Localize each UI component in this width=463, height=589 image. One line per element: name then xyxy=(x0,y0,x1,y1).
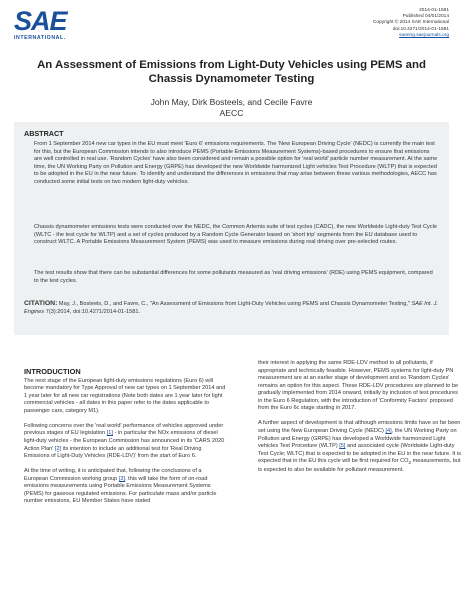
left-column xyxy=(24,368,227,514)
reference-link-2[interactable]: [2] xyxy=(54,445,62,452)
intro-paragraph-3: At the time of writing, it is anticipated that, following the conclusions of a European Commission working group [3], this will take the form of on-road emissions measurements using Portable Emissions Measurement Systems (PEMS) for gaseous regulated emissions. For particulate mass and/or particle number emissions, EU Member States have stated xyxy=(24,468,217,505)
citation-label: CITATION: xyxy=(24,300,58,307)
copyright: Copyright © 2014 SAE International xyxy=(372,20,449,26)
paper-title: An Assessment of Emissions from Light-Duty Vehicles using PEMS and Chassis Dynamometer Testing xyxy=(37,59,426,85)
citation-journal: SAE Int. J. Engines xyxy=(24,301,438,315)
authors-block xyxy=(14,97,449,118)
citation-text: May, J., Bosteels, D., and Favre, C., "An Assessment of Emissions from Light-Duty Vehicles using PEMS and Chassis Dynamometer Testing," xyxy=(58,301,410,307)
journal-link[interactable]: saeeng.saejournals.org xyxy=(399,32,449,38)
reference-link-3[interactable]: [3] xyxy=(118,475,126,482)
abstract-heading: ABSTRACT xyxy=(24,129,64,138)
publication-info xyxy=(309,8,449,39)
co2-subscript: 2 xyxy=(408,460,412,466)
abstract-paragraph-2: Chassis dynamometer emissions tests were conducted over the NEDC, the Common Artemis suite of test cycles (CADC), the new Worldwide Light-duty Test Cycle (WLTC - the test cycle for WLTP) and a set of cycles produced by a Random Cycle Generator based on 'short trip' segments from the EU database used to construct WLTC. A Portable Emissions Measurement System (PEMS) was used to measure emissions during real driving over pre-selected routes. xyxy=(34,224,438,245)
author-names: John May, Dirk Bosteels, and Cecile Favre xyxy=(150,97,313,107)
reference-link-5[interactable]: [5] xyxy=(339,443,346,450)
citation-rest: 7(3):2014, doi:10.4271/2014-01-1581. xyxy=(45,308,141,315)
reference-link-1[interactable]: [1] xyxy=(106,430,113,437)
logo-mark: SAE xyxy=(14,6,67,36)
intro-paragraph-2: Following concerns over the 'real world' performance of vehicles approved under previous stages of EU legislation [1] - in particular the NOx emissions of diesel light-duty vehicles - the European Commission has announced in its 'CARS 2020 Action Plan' [2] its intention to include an additional test for 'Real Driving Emissions of Light-Duty Vehicles (RDE-LDV)' from the start of Euro 6. xyxy=(24,422,225,460)
intro-paragraph-4: their interest in applying the same RDE-LDV method to all pollutants, if appropriate and technically feasible. However, PEMS systems for light-duty PN measurement are at an earlier stage of development and so 'Random Cycles' remains an option for this aspect. These RDE-LDV procedures are planned to be gradually implemented from 2014 onward, initially by inclusion of test procedures in the Euro 6 Regulation, with the introduction of 'Conformity Factors' proposed from the Euro 6c stage starting in 2017. xyxy=(258,360,459,412)
abstract-paragraph-1: From 1 September 2014 new car types in the EU must meet 'Euro 6' emissions requirements. The 'New European Driving Cycle' (NEDC) is currently the main test for this, but the European Commission intends to also introduce PEMS (Portable Emissions Measurement Systems)-based procedures to ensure that emissions are well controlled in real use. 'Random Cycles' have also been considered and remain a possible option for 'real world' particle number measurement. At the same time, the UN Working Party on Pollution and Energy (GRPE) has developed the new Worldwide harmonized Light vehicles Test Procedure (WLTP) that is expected to be adopted in the EU in the near future. To identify and understand the differences in emissions that may arise between these various methodologies, AECC has conducted some initial tests on two modern light-duty vehicles. xyxy=(34,141,438,185)
logo-subtitle: INTERNATIONAL. xyxy=(14,35,66,41)
doi: doi:10.4271/2014-01-1581 xyxy=(392,26,449,32)
citation xyxy=(24,300,444,316)
intro-paragraph-1: The next stage of the European light-duty emissions regulations (Euro 6) will become mandatory for Type Approval of new car types on 1 September 2014 and 1 year later for all new car registrations (Note both dates are 1 year later for light commercial vehicles - all dates in this paper refer to the dates applicable to passenger cars, category M1). xyxy=(24,377,226,414)
introduction-heading: INTRODUCTION xyxy=(24,367,81,376)
right-column xyxy=(258,360,461,482)
reference-link-4[interactable]: [4] xyxy=(385,427,392,434)
intro-paragraph-5: A further aspect of development is that although emissions limits have so far been set using the New European Driving Cycle (NEDC) [4], the UN Working Party on Pollution and Energy (GRPE) has developed a Worldwide harmonized Light vehicles Test Procedure (WLTP) [5] and associated cycle (Worldwide Light-duty Test Cycle; WLTC) that is expected to be adopted in the EU in the near future. It is expected that in the EU this cycle will be first required for $CO_2$ measurements, but is expected to also be available for pollutant measurement. xyxy=(258,420,461,473)
author-affiliation: AECC xyxy=(219,107,244,118)
paper-number: 2014-01-1581 xyxy=(419,8,449,13)
published-date: Published 04/01/2014 xyxy=(402,14,449,20)
sae-logo xyxy=(14,8,84,42)
abstract-paragraph-3: The test results show that there can be substantial differences for some pollutants measured as 'real driving emissions' (RDE) using PEMS equipment, compared to the test cycles. xyxy=(34,270,433,284)
